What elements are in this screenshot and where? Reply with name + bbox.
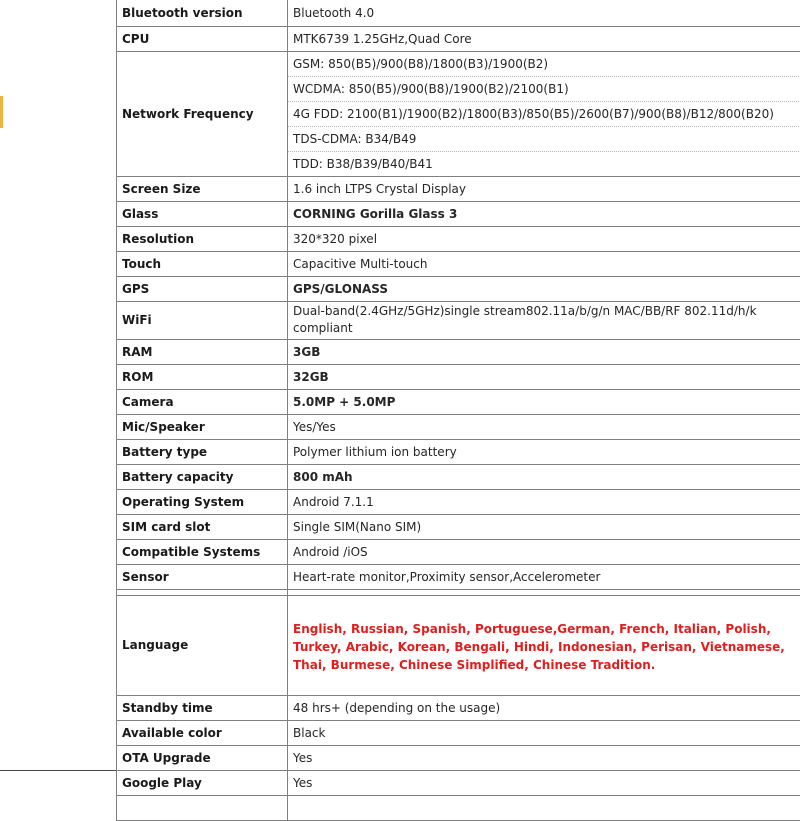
network-band-tds-cdma: TDS-CDMA: B34/B49 [288,126,800,151]
spec-label: GPS [117,276,288,301]
spec-value: CORNING Gorilla Glass 3 [288,201,800,226]
spec-value: Android /iOS [288,539,800,564]
spec-row-mic-speaker [117,414,800,439]
spec-label: SIM card slot [117,514,288,539]
spec-row-tail [117,795,800,820]
spec-row-glass [117,201,800,226]
spec-value: 3GB [288,339,800,364]
spec-label: ROM [117,364,288,389]
spec-label: Battery type [117,439,288,464]
spec-row-battery-capacity [117,464,800,489]
spec-value: Yes/Yes [288,414,800,439]
spec-value: 32GB [288,364,800,389]
spec-label: Glass [117,201,288,226]
spec-value: Heart-rate monitor,Proximity sensor,Accelerometer [288,564,800,589]
spec-row-sim [117,514,800,539]
spec-label: Operating System [117,489,288,514]
spec-row-os [117,489,800,514]
spec-label: Mic/Speaker [117,414,288,439]
spec-value: Yes [288,770,800,795]
network-band-tdd: TDD: B38/B39/B40/B41 [288,151,800,176]
spec-value: Black [288,720,800,745]
spec-row-cpu [117,26,800,51]
spec-row-touch [117,251,800,276]
spec-label: Compatible Systems [117,539,288,564]
spec-value: 5.0MP + 5.0MP [288,389,800,414]
spec-label: Network Frequency [117,51,288,176]
spec-value: Capacitive Multi-touch [288,251,800,276]
spec-value: Polymer lithium ion battery [288,439,800,464]
spec-row-sensor [117,564,800,589]
left-bottom-rule [0,770,116,771]
spec-row-ota [117,745,800,770]
spec-row-battery-type [117,439,800,464]
spec-row-color [117,720,800,745]
spec-label: Standby time [117,695,288,720]
spec-value: GPS/GLONASS [288,276,800,301]
spec-row-bluetooth [117,0,800,26]
spec-row-screen-size [117,176,800,201]
spec-row-gps [117,276,800,301]
network-band-fdd: 4G FDD: 2100(B1)/1900(B2)/1800(B3)/850(B5)/2600(B7)/900(B8)/B12/800(B20) [288,101,800,126]
spec-row-camera [117,389,800,414]
left-accent-mark [0,96,3,128]
spec-label: Screen Size [117,176,288,201]
spec-value: Single SIM(Nano SIM) [288,514,800,539]
spec-value: Bluetooth 4.0 [288,0,800,26]
spec-value: Android 7.1.1 [288,489,800,514]
spec-label: Language [117,595,288,695]
spec-label: Sensor [117,564,288,589]
spec-label: Battery capacity [117,464,288,489]
spec-label: WiFi [117,301,288,339]
spec-row-resolution [117,226,800,251]
spec-row-language [117,595,800,695]
spec-label: Resolution [117,226,288,251]
left-margin-column [0,0,117,596]
spec-value: 1.6 inch LTPS Crystal Display [288,176,800,201]
spec-label: Touch [117,251,288,276]
spec-row-google-play [117,770,800,795]
spec-row-wifi [117,301,800,339]
spec-row-rom [117,364,800,389]
spec-label: Google Play [117,770,288,795]
network-band-wcdma: WCDMA: 850(B5)/900(B8)/1900(B2)/2100(B1) [288,76,800,101]
spec-row-standby [117,695,800,720]
spec-label: CPU [117,26,288,51]
spec-row-ram [117,339,800,364]
spec-label: Bluetooth version [117,0,288,26]
spec-value: MTK6739 1.25GHz,Quad Core [288,26,800,51]
spec-value: 320*320 pixel [288,226,800,251]
spec-label: Available color [117,720,288,745]
spec-value: English, Russian, Spanish, Portuguese,German, French, Italian, Polish, Turkey, Arabic, Korean, Bengali, Hindi, Indonesian, Perisan, Vietnamese, Thai, Burmese, Chinese Simplified, Chinese Tradition. [288,595,800,695]
spec-label: Camera [117,389,288,414]
network-band-gsm: GSM: 850(B5)/900(B8)/1800(B3)/1900(B2) [288,51,800,76]
spec-value: 800 mAh [288,464,800,489]
spec-label: RAM [117,339,288,364]
spec-value: Dual-band(2.4GHz/5GHz)single stream802.11a/b/g/n MAC/BB/RF 802.11d/h/k compliant [288,301,800,339]
spec-row-network [117,51,800,76]
spec-value: Yes [288,745,800,770]
spec-value: 48 hrs+ (depending on the usage) [288,695,800,720]
spec-label: OTA Upgrade [117,745,288,770]
spec-row-compatible [117,539,800,564]
spec-table [116,0,800,821]
